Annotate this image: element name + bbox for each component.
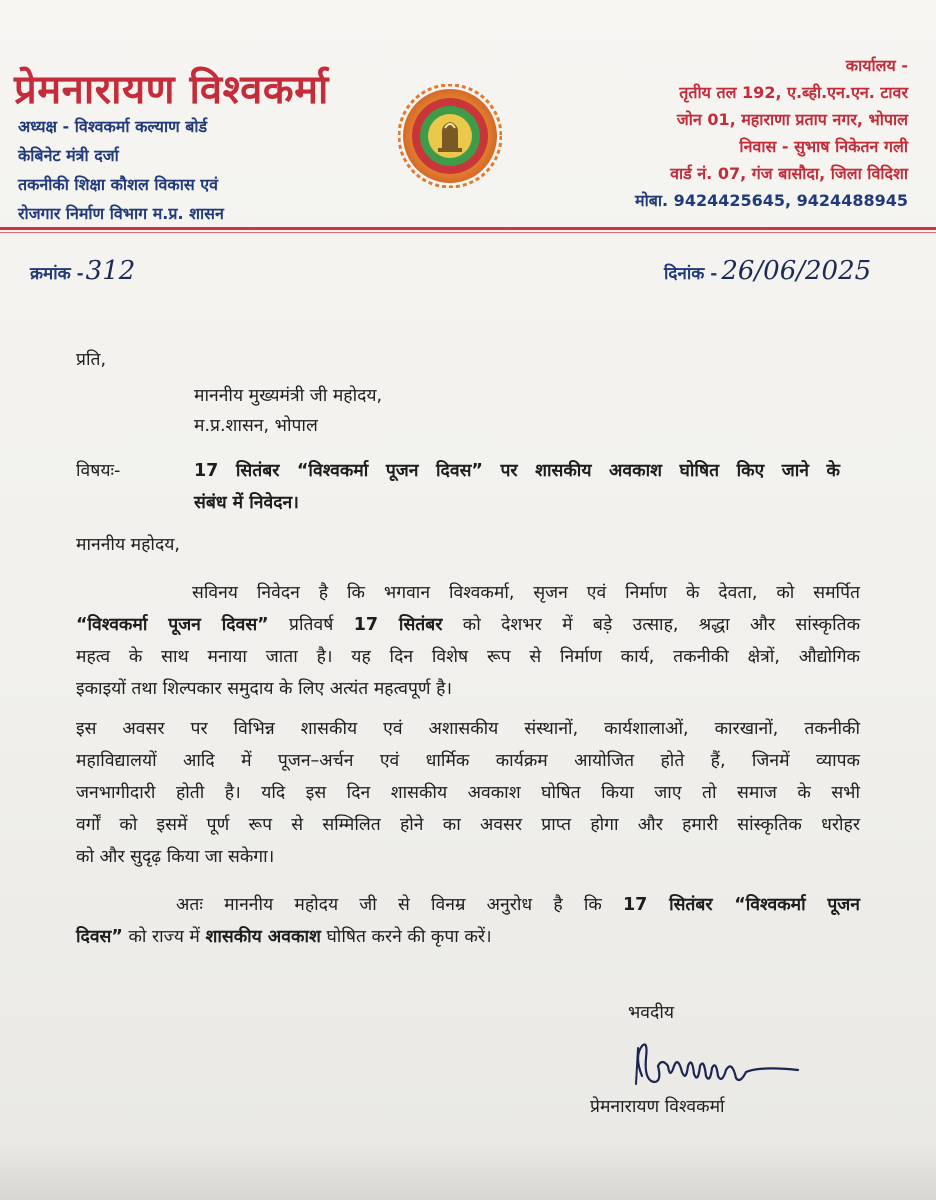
subject-label: विषयः- bbox=[76, 461, 121, 481]
signer-name: प्रेमनारायण विश्वकर्मा bbox=[590, 1097, 725, 1117]
letterhead-name: प्रेमनारायण विश्वकर्मा bbox=[14, 67, 329, 113]
paragraph-line: इकाइयों तथा शिल्पकार समुदाय के लिए अत्यंत महत्वपूर्ण है। bbox=[76, 679, 453, 699]
paragraph-line: अतः माननीय महोदय जी से विनम्र अनुरोध है कि 17 सितंबर “विश्वकर्मा पूजन bbox=[176, 895, 860, 915]
paragraph-line: महाविद्यालयों आदि में पूजन–अर्चन एवं धार्मिक कार्यक्रम आयोजित होते हैं, जिनमें व्यापक bbox=[76, 751, 860, 771]
signature-icon bbox=[628, 1036, 808, 1094]
address-line: जोन 01, महाराणा प्रताप नगर, भोपाल bbox=[676, 110, 908, 129]
paragraph-line: दिवस” को राज्य में शासकीय अवकाश घोषित करने की कृपा करें। bbox=[76, 927, 492, 947]
subject-line: 17 सितंबर “विश्वकर्मा पूजन दिवस” पर शासकीय अवकाश घोषित किए जाने के bbox=[194, 461, 840, 481]
subject-line: संबंध में निवेदन। bbox=[194, 493, 299, 513]
salutation: माननीय महोदय, bbox=[76, 535, 180, 555]
paragraph-line: वर्गों को इसमें पूर्ण रूप से सम्मिलित होने का अवसर प्राप्त होगा और हमारी सांस्कृतिक धरोहर bbox=[76, 815, 860, 835]
address-line: वार्ड नं. 07, गंज बासौदा, जिला विदिशा bbox=[670, 164, 908, 183]
address-line: निवास - सुभाष निकेतन गली bbox=[739, 137, 908, 156]
page-shadow bbox=[0, 1140, 936, 1200]
address-line: तृतीय तल 192, ए.ब्ही.एन.एन. टावर bbox=[679, 83, 908, 102]
paragraph-line: जनभागीदारी होती है। यदि इस दिन शासकीय अवकाश घोषित किया जाए तो समाज के सभी bbox=[76, 783, 860, 803]
dinank-value: 26/06/2025 bbox=[721, 256, 872, 286]
designation-line: केबिनेट मंत्री दर्जा bbox=[18, 146, 119, 165]
designation-line: अध्यक्ष - विश्वकर्मा कल्याण बोर्ड bbox=[18, 117, 208, 136]
paragraph-line: सविनय निवेदन है कि भगवान विश्वकर्मा, सृजन एवं निर्माण के देवता, को समर्पित bbox=[192, 583, 860, 603]
closing-bhavdiya: भवदीय bbox=[628, 1003, 675, 1023]
paragraph-line: इस अवसर पर विभिन्न शासकीय एवं अशासकीय संस्थानों, कार्यशालाओं, कारखानों, तकनीकी bbox=[76, 719, 860, 739]
recipient-line: माननीय मुख्यमंत्री जी महोदय, bbox=[194, 386, 383, 406]
letterhead-designation bbox=[18, 112, 224, 228]
prati: प्रति, bbox=[76, 350, 107, 370]
header-divider bbox=[0, 227, 936, 230]
reference-number bbox=[30, 256, 135, 286]
address-line: कार्यालय - bbox=[845, 56, 908, 75]
letterhead-address bbox=[635, 52, 908, 214]
state-emblem-seal-icon bbox=[398, 84, 502, 188]
kramank-value: 312 bbox=[85, 256, 136, 286]
letter-date bbox=[664, 256, 871, 286]
designation-line: रोजगार निर्माण विभाग म.प्र. शासन bbox=[18, 204, 224, 223]
header-divider-thin bbox=[0, 232, 936, 233]
paragraph-line: “विश्वकर्मा पूजन दिवस” प्रतिवर्ष 17 सितंबर को देशभर में बड़े उत्साह, श्रद्धा और सांस्कृतिक bbox=[76, 615, 861, 635]
paragraph-line: को और सुदृढ़ किया जा सकेगा। bbox=[76, 847, 275, 867]
paragraph-line: महत्व के साथ मनाया जाता है। यह दिन विशेष रूप से निर्माण कार्य, तकनीकी क्षेत्रों, औद्योगिक bbox=[76, 647, 860, 667]
recipient-line: म.प्र.शासन, भोपाल bbox=[194, 416, 318, 436]
dinank-label: दिनांक - bbox=[664, 264, 718, 284]
designation-line: तकनीकी शिक्षा कौशल विकास एवं bbox=[18, 175, 218, 194]
mobile-line: मोबा. 9424425645, 9424488945 bbox=[635, 191, 908, 210]
kramank-label: क्रमांक - bbox=[30, 264, 84, 284]
